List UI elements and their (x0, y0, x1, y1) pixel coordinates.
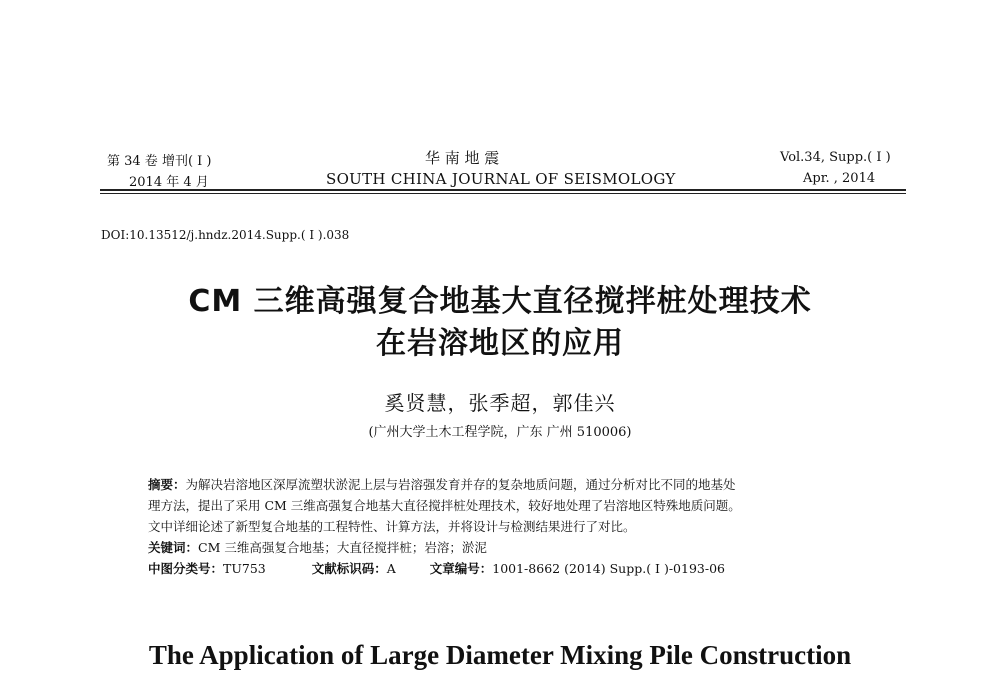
affiliation: (广州大学土木工程学院，广东 广州 510006) (368, 425, 632, 440)
doi: DOI:10.13512/j.hndz.2014.Supp.( Ⅰ ).038 (101, 228, 350, 242)
header-date-cn: 2014 年 4 月 (129, 175, 209, 190)
abstract-line1 (148, 474, 741, 495)
title-cn-line1: CM 三维高强复合地基大直径搅拌桩处理技术 (188, 284, 812, 319)
keywords-label: 关键词： (148, 540, 199, 555)
header-journal-cn: 华 南 地 震 (425, 149, 500, 167)
title-en: The Application of Large Diameter Mixing Pile Construction (148, 640, 852, 670)
classification-line (148, 558, 741, 579)
abstract-text-3: 文中详细论述了新型复合地基的工程特性、计算方法，并将设计与检测结果进行了对比。 (148, 519, 636, 534)
clc-value: TU753 (223, 561, 266, 576)
abstract-line3 (148, 516, 741, 537)
doc-code-value: A (386, 561, 396, 576)
article-number-value: 1001-8662 (2014) Supp.( Ⅰ )-0193-06 (492, 561, 726, 576)
header-date-en: Apr. , 2014 (803, 171, 876, 186)
header-rule-top (100, 189, 906, 191)
abstract-text-2: 理方法，提出了采用 CM 三维高强复合地基大直径搅拌桩处理技术，较好地处理了岩溶地区特殊地质问题。 (148, 498, 741, 513)
header-volume-en: Vol.34, Supp.( Ⅰ ) (780, 150, 891, 165)
abstract (148, 474, 741, 579)
header-rule-bottom (100, 193, 906, 194)
abstract-line2 (148, 495, 741, 516)
keywords (148, 537, 741, 558)
article-number-label: 文章编号： (429, 561, 493, 576)
abstract-label: 摘要： (148, 477, 186, 492)
clc-label: 中图分类号： (148, 561, 224, 576)
header-volume-cn: 第 34 卷 增刊( Ⅰ ) (107, 154, 212, 169)
keywords-value: CM 三维高强复合地基；大直径搅拌桩；岩溶；淤泥 (198, 540, 487, 555)
title-cn-line2: 在岩溶地区的应用 (376, 326, 624, 361)
authors: 奚贤慧，张季超，郭佳兴 (384, 391, 616, 415)
doc-code-label: 文献标识码： (311, 561, 387, 576)
header-journal-en: SOUTH CHINA JOURNAL OF SEISMOLOGY (326, 170, 676, 188)
abstract-text-1: 为解决岩溶地区深厚流塑状淤泥上层与岩溶强发育并存的复杂地质问题，通过分析对比不同的地基处 (185, 477, 736, 492)
